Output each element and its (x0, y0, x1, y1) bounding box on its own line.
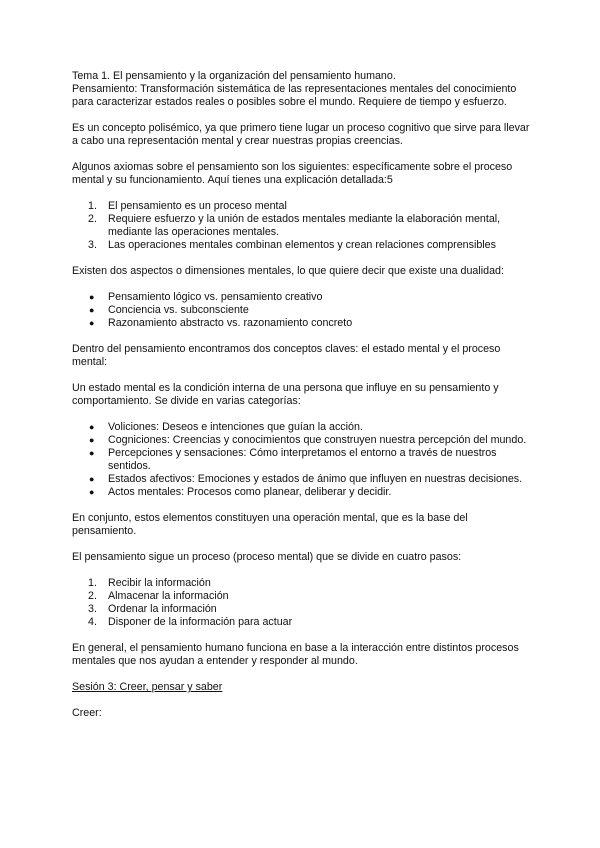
paragraph-conjunction: En conjunto, estos elementos constituyen una operación mental, que es la base del pensamiento. (72, 512, 468, 537)
list-item-text: Ordenar la información (108, 603, 217, 615)
list-item-text: El pensamiento es un proceso mental (108, 200, 287, 212)
list-item-text: Cogniciones: Creencias y conocimientos que construyen nuestra percepción del mundo. (108, 434, 527, 446)
list-item-text: Las operaciones mentales combinan elementos y crean relaciones comprensibles (108, 239, 496, 251)
paragraph-conclusion: En general, el pensamiento humano funciona en base a la interacción entre distintos procesos mentales que nos ayudan a entender y responder al mundo. (72, 642, 519, 667)
list-number: 2. (88, 213, 97, 225)
list-item-text: Voliciones: Deseos e intenciones que guían la acción. (108, 421, 363, 433)
bullet-icon: ● (89, 318, 95, 328)
list-item (72, 213, 532, 239)
list-item-text: Requiere esfuerzo y la unión de estados mentales mediante la elaboración mental, mediante las operaciones mentales. (108, 213, 501, 238)
list-item-text: Recibir la información (108, 577, 211, 589)
list-item (72, 616, 532, 629)
list-number: 2. (88, 590, 97, 602)
list-number: 1. (88, 577, 97, 589)
list-item (72, 421, 532, 434)
bullet-icon: ● (89, 292, 95, 302)
list-item-text: Razonamiento abstracto vs. razonamiento concreto (108, 317, 353, 329)
paragraph-mental-state: Un estado mental es la condición interna de una persona que influye en su pensamiento y comportamiento. Se divide en varias categorías: (72, 382, 499, 407)
list-item-text: Disponer de la información para actuar (108, 616, 293, 628)
list-item (72, 590, 532, 603)
bullet-icon: ● (89, 487, 95, 497)
list-item-text: Estados afectivos: Emociones y estados de ánimo que influyen en nuestras decisiones. (108, 473, 523, 485)
list-item (72, 447, 532, 473)
bullet-icon: ● (89, 448, 95, 458)
list-number: 3. (88, 239, 97, 251)
axioms-list (72, 200, 532, 252)
paragraph-key-concepts: Dentro del pensamiento encontramos dos conceptos claves: el estado mental y el proceso mental: (72, 343, 501, 368)
paragraph-axioms: Algunos axiomas sobre el pensamiento son los siguientes: específicamente sobre el proceso mental y su funcionamiento. Aquí tienes una explicación detallada:5 (72, 161, 513, 186)
dimensions-list (72, 291, 532, 330)
list-item-text: Percepciones y sensaciones: Cómo interpretamos el entorno a través de nuestros sentidos. (108, 447, 497, 472)
categories-list (72, 421, 532, 499)
steps-list (72, 577, 532, 629)
list-item (72, 603, 532, 616)
paragraph-polysemic: Es un concepto polisémico, ya que primero tiene lugar un proceso cognitivo que sirve para llevar a cabo una representación mental y crear nuestras propias creencias. (72, 122, 530, 147)
list-item-text: Actos mentales: Procesos como planear, deliberar y decidir. (108, 486, 392, 498)
document-body (72, 70, 532, 720)
list-item (72, 434, 532, 447)
list-item (72, 473, 532, 486)
list-item-text: Pensamiento lógico vs. pensamiento creativo (108, 291, 323, 303)
topic-title: Tema 1. El pensamiento y la organización del pensamiento humano. (72, 70, 396, 82)
paragraph-process: El pensamiento sigue un proceso (proceso mental) que se divide en cuatro pasos: (72, 551, 462, 563)
list-item (72, 317, 532, 330)
list-item-text: Almacenar la información (108, 590, 229, 602)
bullet-icon: ● (89, 435, 95, 445)
list-item (72, 291, 532, 304)
bullet-icon: ● (89, 474, 95, 484)
list-item (72, 577, 532, 590)
list-number: 4. (88, 616, 97, 628)
bullet-icon: ● (89, 422, 95, 432)
subheading-creer: Creer: (72, 707, 102, 719)
list-item (72, 200, 532, 213)
paragraph-dimensions: Existen dos aspectos o dimensiones mentales, lo que quiere decir que existe una dualidad: (72, 265, 504, 277)
section-heading: Sesión 3: Creer, pensar y saber (72, 681, 223, 693)
bullet-icon: ● (89, 305, 95, 315)
list-item (72, 486, 532, 499)
list-number: 1. (88, 200, 97, 212)
list-item (72, 304, 532, 317)
list-number: 3. (88, 603, 97, 615)
list-item-text: Conciencia vs. subconsciente (108, 304, 249, 316)
list-item (72, 239, 532, 252)
definition-paragraph: Pensamiento: Transformación sistemática de las representaciones mentales del conocimiento para caracterizar estados reales o posibles sobre el mundo. Requiere de tiempo y esfuerzo. (72, 83, 517, 108)
